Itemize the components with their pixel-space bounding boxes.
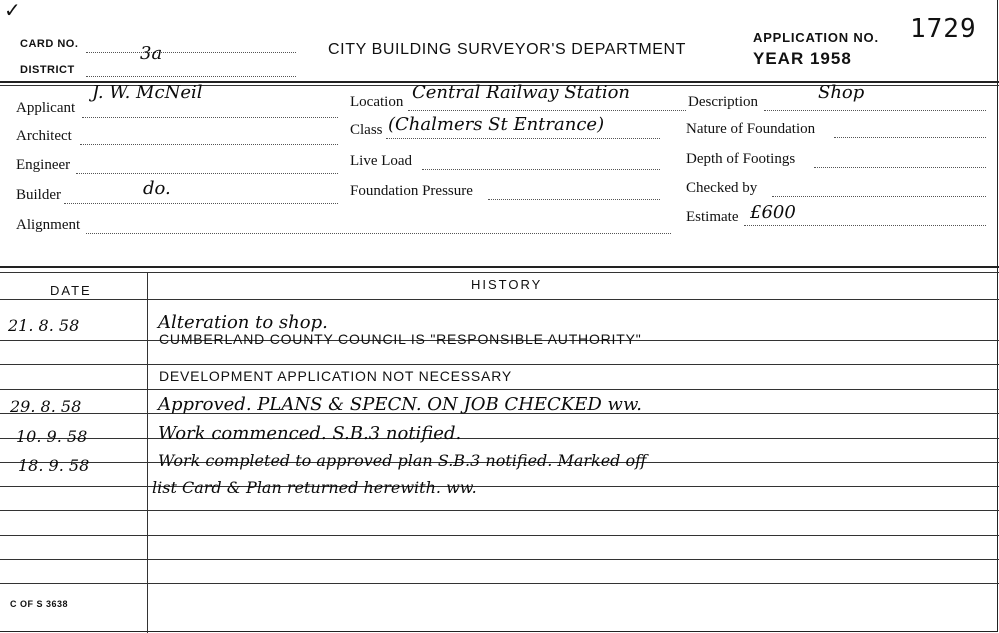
history-text: Approved. PLANS & SPECN. ON JOB CHECKED ww. xyxy=(158,394,642,415)
depth-of-footings-label: Depth of Footings xyxy=(686,151,796,167)
class-value: (Chalmers St Entrance) xyxy=(388,114,605,135)
history-date: 10. 9. 58 xyxy=(16,427,88,446)
history-text: Work completed to approved plan S.B.3 notified. Marked off xyxy=(158,451,647,470)
nature-of-foundation-line xyxy=(834,137,986,138)
class-label: Class xyxy=(350,122,383,138)
history-rule-second xyxy=(0,272,999,273)
applicant-label: Applicant xyxy=(16,100,76,116)
engineer-label: Engineer xyxy=(16,157,71,173)
history-text: Alteration to shop. xyxy=(158,312,328,333)
form-code: C OF S 3638 xyxy=(10,599,69,609)
history-text: Work commenced. S.B.3 notified. xyxy=(158,423,462,444)
checked-by-line xyxy=(772,196,986,197)
date-column-divider xyxy=(147,272,148,633)
district-label: DISTRICT xyxy=(20,64,75,76)
ruled-line xyxy=(0,389,999,390)
applicant-line xyxy=(82,117,338,118)
card-no-value: 3a xyxy=(140,43,163,64)
history-rule-top xyxy=(0,266,999,268)
class-line xyxy=(386,138,660,139)
history-date: 29. 8. 58 xyxy=(10,397,82,416)
ruled-line xyxy=(0,486,999,487)
history-date: 21. 8. 58 xyxy=(8,316,80,335)
corner-check-mark: ✓ xyxy=(4,0,21,22)
application-no-label: APPLICATION NO. xyxy=(753,30,879,45)
history-stamp-development-application: DEVELOPMENT APPLICATION NOT NECESSARY xyxy=(159,368,512,384)
builder-line xyxy=(64,203,338,204)
date-header: DATE xyxy=(50,283,92,298)
builder-label: Builder xyxy=(16,187,61,203)
history-stamp-responsible-authority: CUMBERLAND COUNTY COUNCIL IS "RESPONSIBLE AUTHORITY" xyxy=(159,331,642,347)
applicant-value: J. W. McNeil xyxy=(92,82,203,103)
history-text: list Card & Plan returned herewith. ww. xyxy=(152,478,477,497)
ruled-line xyxy=(0,438,999,439)
architect-label: Architect xyxy=(16,128,72,144)
location-line xyxy=(408,110,686,111)
estimate-label: Estimate xyxy=(686,209,739,225)
location-label: Location xyxy=(350,94,404,110)
alignment-line xyxy=(86,233,671,234)
card-no-line xyxy=(86,52,296,53)
engineer-line xyxy=(76,173,338,174)
builder-value: do. xyxy=(143,178,171,199)
alignment-label: Alignment xyxy=(16,217,81,233)
foundation-pressure-label: Foundation Pressure xyxy=(350,183,473,199)
description-value: Shop xyxy=(818,82,865,103)
estimate-line xyxy=(744,225,986,226)
card-no-label: CARD NO. xyxy=(20,38,79,50)
location-value: Central Railway Station xyxy=(412,82,631,103)
checked-by-label: Checked by xyxy=(686,180,758,196)
live-load-line xyxy=(422,169,660,170)
ruled-line xyxy=(0,559,999,560)
nature-of-foundation-label: Nature of Foundation xyxy=(686,121,816,137)
description-line xyxy=(764,110,986,111)
history-header-rule xyxy=(0,299,999,300)
year-label: YEAR 1958 xyxy=(753,49,852,68)
depth-of-footings-line xyxy=(814,167,986,168)
foundation-pressure-line xyxy=(488,199,660,200)
description-label: Description xyxy=(688,94,758,110)
ruled-line xyxy=(0,583,999,584)
ruled-line xyxy=(0,510,999,511)
architect-line xyxy=(80,144,338,145)
ruled-line xyxy=(0,535,999,536)
application-no-value: 1729 xyxy=(910,14,977,44)
department-title: CITY BUILDING SURVEYOR'S DEPARTMENT xyxy=(328,41,687,58)
estimate-value: £600 xyxy=(750,202,796,223)
district-line xyxy=(86,76,296,77)
history-header: HISTORY xyxy=(471,277,543,292)
live-load-label: Live Load xyxy=(350,153,413,169)
history-date: 18. 9. 58 xyxy=(18,456,90,475)
ruled-line xyxy=(0,364,999,365)
